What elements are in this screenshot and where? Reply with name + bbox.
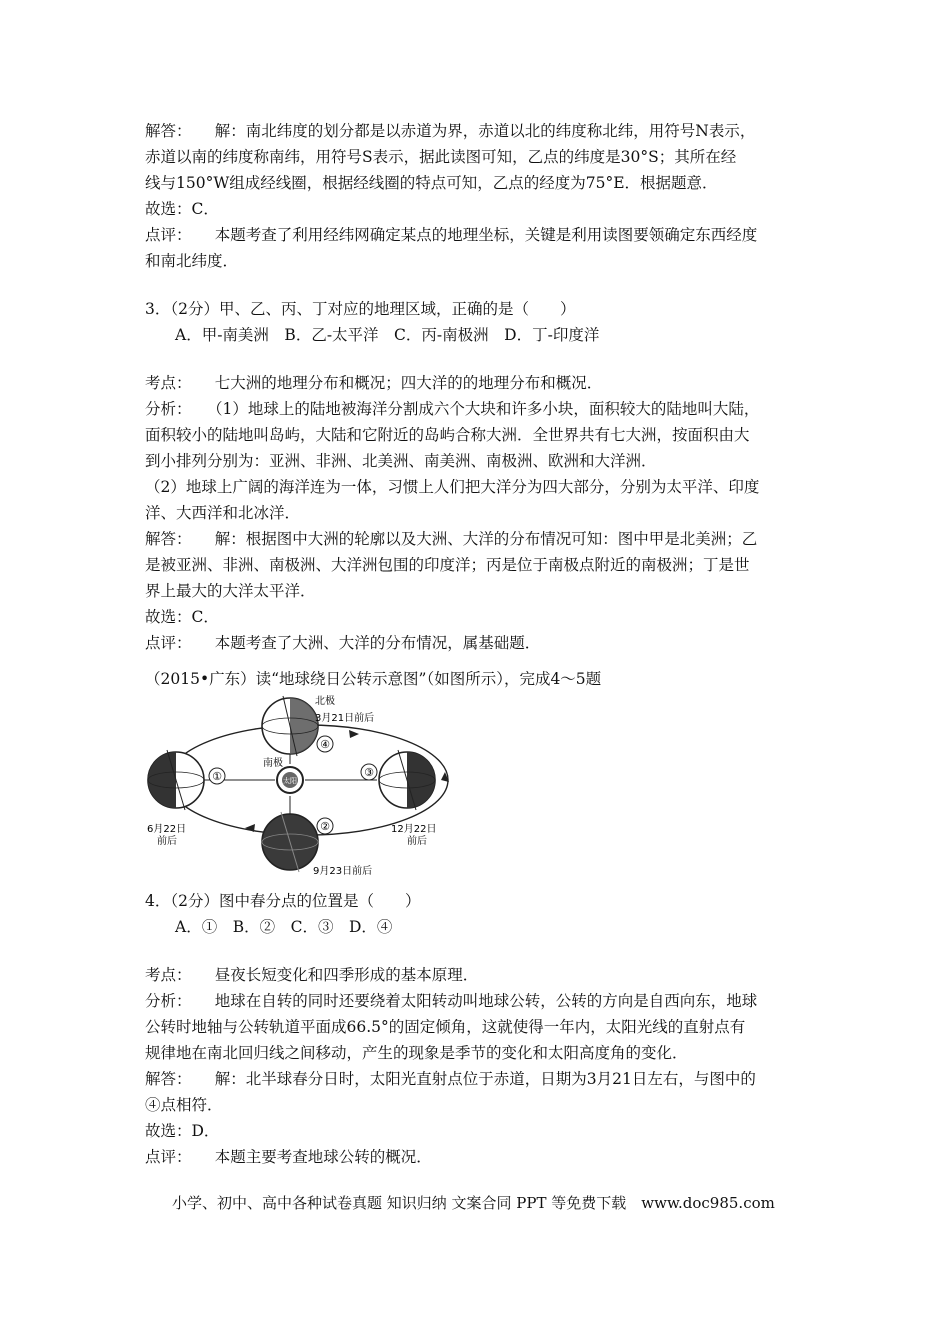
text-line: 故选：D．	[145, 1122, 220, 1140]
earth-september	[262, 812, 318, 872]
sun-label: 太阳	[283, 777, 297, 785]
text-line: 考点： 昼夜长短变化和四季形成的基本原理．	[145, 966, 479, 984]
december-date-label-2: 前后	[407, 836, 427, 847]
text-line: 分析： 地球在自转的同时还要绕着太阳转动叫地球公转，公转的方向是自西向东，地球	[145, 992, 758, 1010]
text-line: 考点： 七大洲的地理分布和概况；四大洋的的地理分布和概况．	[145, 374, 603, 392]
text-line: 4．（2分）图中春分点的位置是（ ）	[145, 892, 421, 910]
earth-june	[148, 750, 204, 810]
text-line: A．① B．② C．③ D．④	[175, 918, 393, 936]
text-line: 解答： 解：北半球春分日时，太阳光直射点位于赤道，日期为3月21日左右，与图中的	[145, 1070, 756, 1088]
earth-december	[379, 750, 435, 810]
text-line: 是被亚洲、非洲、南极洲、大洋洲包围的印度洋；丙是位于南极点附近的南极洲；丁是世	[145, 556, 750, 574]
text-line: 点评： 本题主要考查地球公转的概况．	[145, 1148, 432, 1166]
text-line: 3．（2分）甲、乙、丙、丁对应的地理区域，正确的是（ ）	[145, 300, 576, 318]
december-date-label: 12月22日	[391, 824, 437, 835]
text-line: A．甲-南美洲 B．乙-太平洋 C．丙-南极洲 D．丁-印度洋	[175, 326, 600, 344]
position-2-label: ②	[320, 820, 330, 833]
position-1-label: ①	[212, 770, 222, 783]
text-line: 故选：C．	[145, 608, 219, 626]
text-line: 分析： （1）地球上的陆地被海洋分割成六个大块和许多小块，面积较大的陆地叫大陆，	[145, 400, 760, 418]
june-date-label: 6月22日	[147, 824, 187, 835]
text-line: 规律地在南北回归线之间移动，产生的现象是季节的变化和太阳高度角的变化．	[145, 1044, 688, 1062]
position-3-label: ③	[364, 766, 374, 779]
text-line: 解答： 解：根据图中大洲的轮廓以及大洲、大洋的分布情况可知：图中甲是北美洲；乙	[145, 530, 758, 548]
position-4-label: ④	[320, 738, 330, 751]
text-line: ④点相符．	[145, 1096, 223, 1114]
text-line: （2）地球上广阔的海洋连为一体，习惯上人们把大洋分为四大部分，分别为太平洋、印度	[145, 478, 760, 496]
june-date-label-2: 前后	[157, 836, 177, 847]
earth-march	[262, 696, 318, 756]
orbit-arrow-top	[349, 730, 359, 738]
text-line: 点评： 本题考查了大洲、大洋的分布情况，属基础题．	[145, 634, 541, 652]
text-line: 故选：C．	[145, 200, 219, 218]
earth-revolution-diagram	[145, 692, 465, 880]
text-line: 赤道以南的纬度称南纬，用符号S表示，据此读图可知，乙点的纬度是30°S；其所在经	[145, 148, 737, 166]
text-line: 面积较小的陆地叫岛屿，大陆和它附近的岛屿合称大洲．全世界共有七大洲，按面积由大	[145, 426, 750, 444]
september-date-label: 9月23日前后	[313, 866, 373, 877]
text-line: （2015•广东）读“地球绕日公转示意图”（如图所示），完成4～5题	[145, 670, 602, 688]
text-line: 界上最大的大洋太平洋．	[145, 582, 316, 600]
footer-text: 小学、初中、高中各种试卷真题 知识归纳 文案合同 PPT 等免费下载 www.doc985.com	[172, 1194, 775, 1212]
text-line: 线与150°W组成经线圈，根据经线圈的特点可知，乙点的经度为75°E．根据题意．	[145, 174, 718, 192]
text-line: 公转时地轴与公转轨道平面成66.5°的固定倾角，这就使得一年内，太阳光线的直射点有	[145, 1018, 746, 1036]
north-pole-label: 北极	[315, 696, 335, 707]
text-line: 解答： 解：南北纬度的划分都是以赤道为界，赤道以北的纬度称北纬，用符号N表示，	[145, 122, 756, 140]
text-line: 点评： 本题考查了利用经纬网确定某点的地理坐标，关键是利用读图要领确定东西经度	[145, 226, 758, 244]
text-line: 洋、大西洋和北冰洋．	[145, 504, 301, 522]
march-date-label: 3月21日前后	[315, 713, 375, 724]
text-line: 到小排列分别为：亚洲、非洲、北美洲、南美洲、南极洲、欧洲和大洋洲．	[145, 452, 657, 470]
text-line: 和南北纬度．	[145, 252, 239, 270]
south-pole-label: 南极	[263, 758, 283, 769]
